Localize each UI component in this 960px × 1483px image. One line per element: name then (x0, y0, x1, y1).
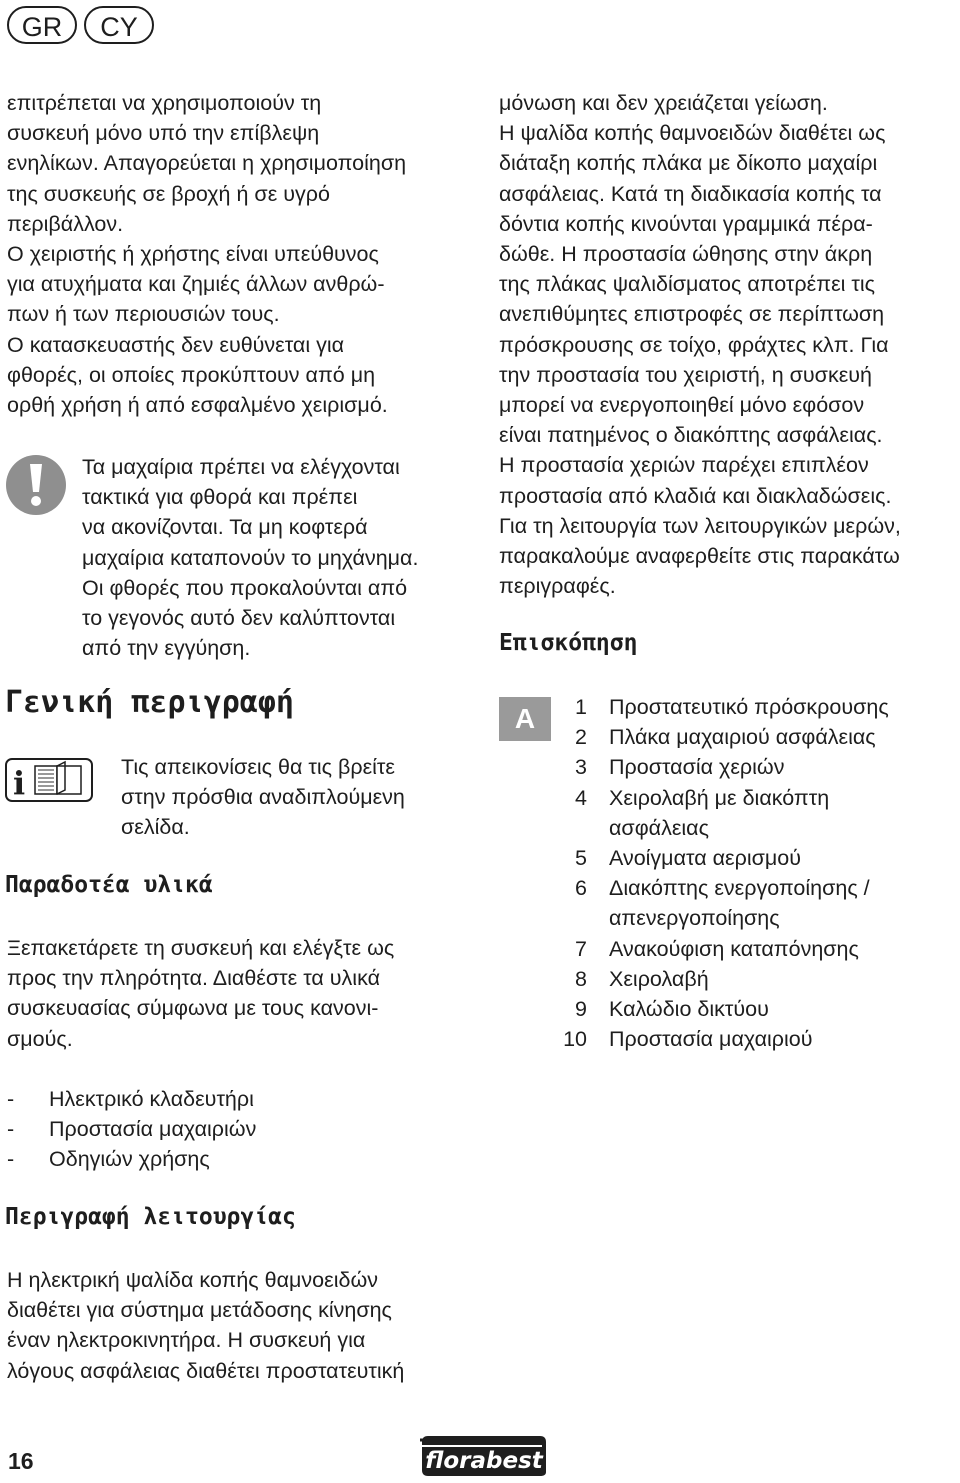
text-line: της συσκευής σε βροχή ή σε υγρό (7, 181, 330, 206)
text-line: της πλάκας ψαλιδίσματος αποτρέπει τις (499, 272, 876, 297)
text-line: επιτρέπεται να χρησιμοποιούν τη (7, 91, 322, 115)
logo-wordmark: florabest (425, 1448, 543, 1474)
text-line: συσκευασίας σύμφωνα με τους κανονι- (7, 996, 379, 1021)
dash: - (7, 1117, 15, 1142)
page-number: 16 (8, 1448, 34, 1474)
list-item (523, 783, 889, 813)
item-number: 8 (575, 966, 587, 991)
text-line: από την εγγύηση. (82, 636, 251, 661)
info-text (121, 752, 405, 843)
overview-heading: Επισκόπηση (499, 630, 638, 656)
exclamation-warning-icon (5, 454, 67, 516)
info-book-icon (5, 756, 95, 804)
text-line: Για τη λειτουργία των λειτουργικών μερών, (499, 513, 901, 538)
list-item (523, 843, 889, 873)
text-line: για ατυχήματα και ζημιές άλλων ανθρώ- (7, 272, 385, 297)
text-line: περιγραφές. (499, 574, 616, 599)
svg-text:i: i (13, 764, 26, 802)
text-line: Η ψαλίδα κοπής θαμνοειδών διαθέτει ως (499, 121, 886, 146)
text-line: Τα μαχαίρια πρέπει να ελέγχονται (82, 455, 400, 479)
text-line: παρακαλούμε αναφερθείτε στις παρακάτω (499, 544, 900, 569)
text-line: το γεγονός αυτό δεν καλύπτονται (82, 606, 396, 631)
item-number: 7 (575, 936, 587, 961)
text-line: ορθή χρήση ή από εσφαλμένο χειρισμό. (7, 393, 388, 418)
list-item (523, 722, 889, 752)
text-line: στην πρόσθια αναδιπλούμενη (121, 785, 405, 810)
item-number: 9 (575, 997, 587, 1022)
delivery-heading: Παραδοτέα υλικά (5, 872, 213, 898)
text-line: πων ή των περιουσιών τους. (7, 302, 280, 327)
function-heading: Περιγραφή λειτουργίας (5, 1204, 296, 1230)
text-line: δόντια κοπής κινούνται γραμμικά πέρα- (499, 211, 873, 236)
text-line: είναι πατημένος ο διακόπτης ασφάλειας. (499, 423, 883, 448)
item-number: 10 (563, 1027, 587, 1052)
text-line: συσκευή μόνο υπό την επίβλεψη (7, 121, 320, 146)
item-number: 5 (575, 846, 587, 871)
list-item (523, 1024, 889, 1054)
list-item (523, 873, 889, 903)
text-line: περιβάλλον. (7, 211, 124, 236)
text-line: μαχαίρια καταπονούν το μηχάνημα. (82, 545, 419, 570)
item-text: Προστατευτικό πρόσκρουσης (609, 695, 889, 719)
item-text: Προστασία μαχαιριού (609, 1027, 813, 1052)
text-line: διαθέτει για σύστημα μετάδοσης κίνησης (7, 1298, 392, 1323)
text-line: μόνωση και δεν χρειάζεται γείωση. (499, 91, 828, 115)
text-line: Η ηλεκτρική ψαλίδα κοπής θαμνοειδών (7, 1268, 378, 1292)
list-item-text: Ηλεκτρικό κλαδευτήρι (49, 1087, 254, 1111)
item-text: Διακόπτης ενεργοποίησης / (609, 876, 870, 901)
text-line: σμούς. (7, 1026, 73, 1051)
item-text: Ανοίγματα αερισμού (609, 846, 801, 871)
item-text: Καλώδιο δικτύου (609, 997, 769, 1022)
item-text: Χειρολαβή (609, 966, 709, 991)
item-number: 6 (575, 876, 587, 901)
item-text: Προστασία χεριών (609, 755, 785, 780)
item-number (523, 903, 609, 933)
list-item (523, 903, 889, 933)
item-number: 1 (575, 695, 587, 719)
text-line: μπορεί να ενεργοποιηθεί μόνο εφόσον (499, 393, 865, 418)
left-intro (7, 88, 406, 420)
dash: - (7, 1147, 15, 1172)
text-line: Ξεπακετάρετε τη συσκευή και ελέγξτε ως (7, 936, 395, 960)
text-line: δώθε. Η προστασία ώθησης στην άκρη (499, 242, 873, 267)
list-item-text: Οδηγιών χρήσης (49, 1147, 210, 1172)
list-item (523, 752, 889, 782)
item-number: 3 (575, 755, 587, 780)
delivery-list (7, 1084, 256, 1175)
text-line: έναν ηλεκτροκινητήρα. Η συσκευή για (7, 1328, 366, 1353)
dash: - (7, 1087, 15, 1111)
general-description-heading: Γενική περιγραφή (5, 685, 294, 720)
list-item-text: Προστασία μαχαιριών (49, 1117, 257, 1142)
list-item (523, 813, 889, 843)
item-text: Πλάκα μαχαιριού ασφάλειας (609, 725, 876, 750)
item-number: 4 (575, 785, 587, 810)
right-text (499, 88, 901, 601)
item-text: Ανακούφιση καταπόνησης (609, 936, 859, 961)
item-number: 2 (575, 725, 587, 750)
list-item (523, 692, 889, 722)
list-item (7, 1114, 256, 1144)
text-line: προς την πληρότητα. Διαθέστε τα υλικά (7, 966, 381, 991)
warning-text (82, 452, 418, 663)
text-line: Η προστασία χεριών παρέχει επιπλέον (499, 453, 869, 478)
item-text: ασφάλειας (609, 815, 709, 840)
list-item (7, 1144, 256, 1174)
text-line: Ο κατασκευαστής δεν ευθύνεται για (7, 332, 345, 357)
text-line: Οι φθορές που προκαλούνται από (82, 575, 408, 600)
figure-letter-box: A (499, 697, 551, 741)
language-badge-gr: GR (7, 6, 77, 44)
function-text (7, 1265, 404, 1386)
item-text: απενεργοποίησης (609, 906, 780, 931)
text-line: προστασία από κλαδιά και διακλαδώσεις. (499, 483, 892, 508)
text-line: σελίδα. (121, 815, 190, 840)
text-line: ενηλίκων. Απαγορεύεται η χρησιμοποίηση (7, 151, 407, 176)
text-line: τακτικά για φθορά και πρέπει (82, 485, 358, 510)
text-line: ασφάλειας. Κατά τη διαδικασία κοπής τα (499, 181, 882, 206)
text-line: λόγους ασφάλειας διαθέτει προστατευτική (7, 1358, 405, 1383)
item-text: Χειρολαβή με διακόπτη (609, 785, 830, 810)
text-line: πρόσκρουσης σε τοίχο, φράχτες κλπ. Για (499, 332, 889, 357)
list-item (523, 964, 889, 994)
text-line: να ακονίζονται. Τα μη κοφτερά (82, 515, 368, 540)
text-line: Τις απεικονίσεις θα τις βρείτε (121, 755, 396, 779)
florabest-logo (418, 1432, 550, 1478)
overview-list (523, 692, 889, 1054)
item-number (523, 813, 609, 843)
text-line: διάταξη κοπής πλάκα με δίκοπο μαχαίρι (499, 151, 878, 176)
text-line: την προστασία του χειριστή, η συσκευή (499, 362, 873, 387)
list-item (523, 994, 889, 1024)
text-line: φθορές, οι οποίες προκύπτουν από μη (7, 362, 376, 387)
delivery-text (7, 933, 394, 1054)
language-badge-cy: CY (84, 6, 154, 44)
text-line: ανεπιθύμητες επιστροφές σε περίπτωση (499, 302, 885, 327)
text-line: Ο χειριστής ή χρήστης είναι υπεύθυνος (7, 242, 379, 267)
list-item (523, 934, 889, 964)
list-item (7, 1084, 256, 1114)
